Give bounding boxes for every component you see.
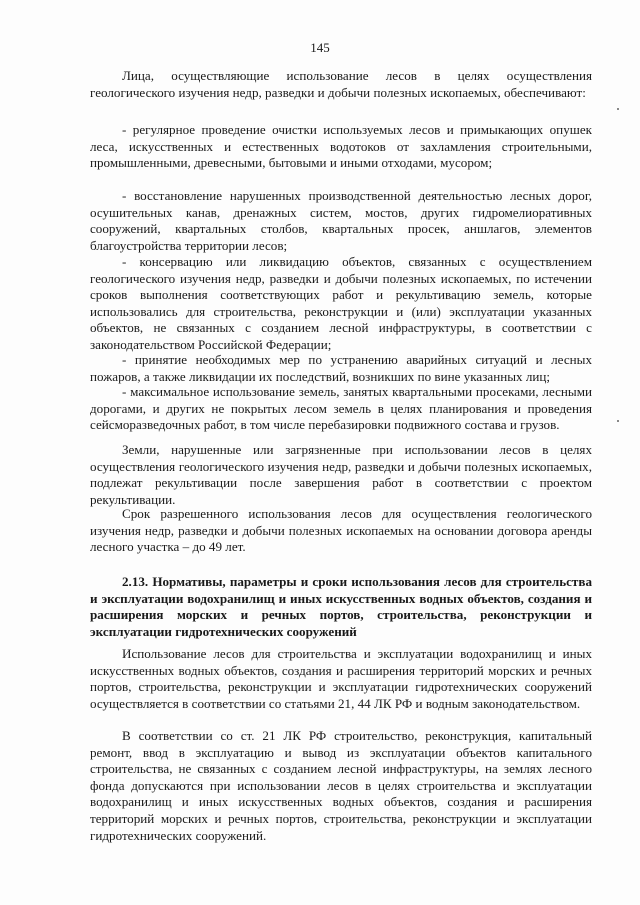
reclamation-paragraph: Земли, нарушенные или загрязненные при использовании лесов в целях осуществления геологического изучения недр, разведки и добычи полезных ископаемых, подлежат рекультивации после завершения работ в соответствии с проектом рекультивации.: [90, 442, 592, 507]
intro-paragraph: Лица, осуществляющие использование лесов в целях осуществления геологического изучения недр, разведки и добычи полезных ископаемых, обеспечивают:: [90, 68, 592, 100]
list-item-emergency: - принятие необходимых мер по устранению аварийных ситуаций и лесных пожаров, а также ликвидации их последствий, возникших по вине указанных лиц;: [90, 352, 592, 384]
list-item-seismic: - максимальное использование земель, занятых квартальными просеками, лесными дорогами, и других не покрытых лесом земель в целях планирования и проведения сейсморазведочных работ, в том числе перебазировки подвижного состава и грузов.: [90, 384, 592, 433]
list-item-conservation: - консервацию или ликвидацию объектов, связанных с осуществлением геологического изучения недр, разведки и добычи полезных ископаемых, по истечении сроков выполнения соответствующих работ и рекультивацию земель, которые использовались для строительства, реконструкции и (или) эксплуатации указанных объектов, не связанных с созданием лесной инфраструктуры, в соответствии с законодательством Российской Федерации;: [90, 254, 592, 352]
list-item-restoration: - восстановление нарушенных производственной деятельностью лесных дорог, осушительных канав, дренажных систем, мостов, других гидромелиоративных сооружений, квартальных столбов, квартальных просек, аншлагов, элементов благоустройства территории лесов;: [90, 188, 592, 253]
list-item-cleaning: - регулярное проведение очистки используемых лесов и примыкающих опушек леса, искусственных и естественных водотоков от захламления строительными, промышленными, древесными, бытовыми и иными отходами, мусором;: [90, 122, 592, 171]
section-paragraph-usage: Использование лесов для строительства и эксплуатации водохранилищ и иных искусственных водных объектов, создания и расширения территорий морских и речных портов, строительства, реконструкции и эксплуатации гидротехнических сооружений осуществляется в соответствии со статьями 21, 44 ЛК РФ и водным законодательством.: [90, 646, 592, 711]
page-number: 145: [310, 40, 330, 55]
term-paragraph: Срок разрешенного использования лесов для осуществления геологического изучения недр, разведки и добычи полезных ископаемых на основании договора аренды лесного участка – до 49 лет.: [90, 506, 592, 555]
scan-artifact: [617, 420, 619, 422]
section-heading: 2.13. Нормативы, параметры и сроки использования лесов для строительства и эксплуатации водохранилищ и иных искусственных водных объектов, создания и расширения морских и речных портов, строительства, реконструкции и эксплуатации гидротехнических сооружений: [90, 574, 592, 639]
scan-artifact: [617, 108, 619, 110]
section-paragraph-article21: В соответствии со ст. 21 ЛК РФ строительство, реконструкция, капитальный ремонт, ввод в эксплуатацию и вывод из эксплуатации объектов капитального строительства, не связанных с созданием лесной инфраструктуры, на землях лесного фонда допускаются при использовании лесов в целях строительства и эксплуатации водохранилищ и иных искусственных водных объектов, создания и расширения территорий морских и речных портов, строительства, реконструкции и эксплуатации гидротехнических сооружений.: [90, 728, 592, 843]
